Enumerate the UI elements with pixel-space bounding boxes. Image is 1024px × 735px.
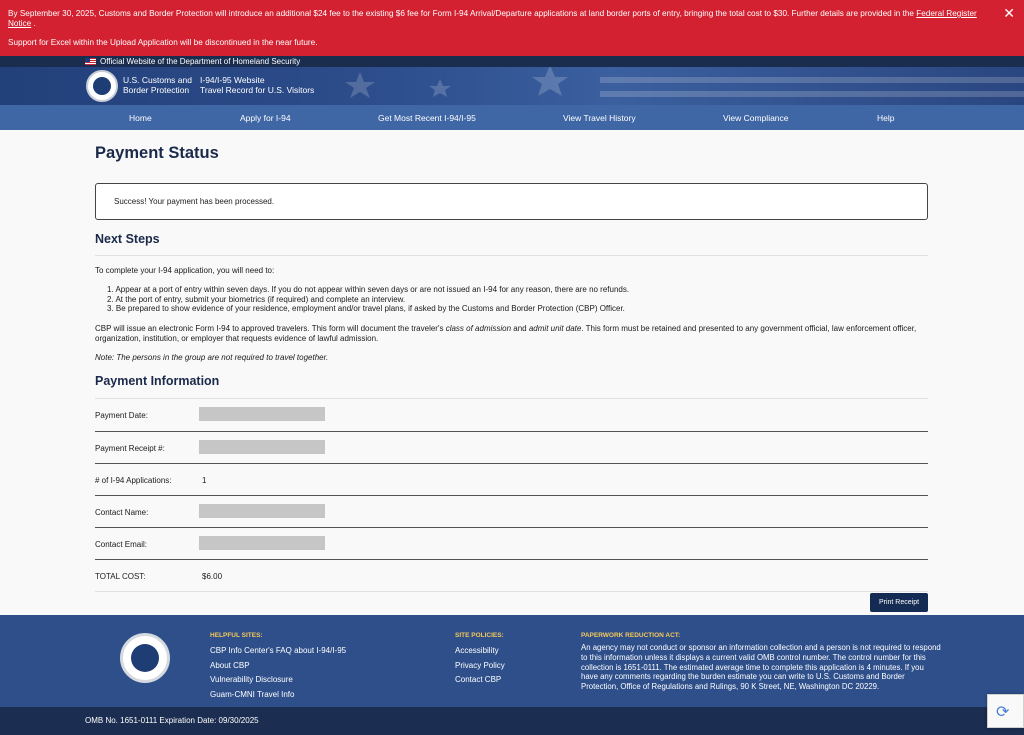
next-steps-heading: Next Steps <box>95 232 160 246</box>
close-icon[interactable]: ✕ <box>1003 5 1015 21</box>
omb-text: OMB No. 1651-0111 Expiration Date: 09/30/2025 <box>85 716 259 725</box>
footer-link-privacy[interactable]: Privacy Policy <box>455 661 505 670</box>
total-cost-value: $6.00 <box>202 572 223 581</box>
footer-link-faq[interactable]: CBP Info Center's FAQ about I-94/I-95 <box>210 646 347 655</box>
cbp-seal-icon <box>120 633 170 683</box>
gov-banner <box>0 56 1024 67</box>
footer-link-about[interactable]: About CBP <box>210 661 250 670</box>
divider <box>95 591 928 592</box>
applications-label: # of I-94 Applications: <box>95 476 172 485</box>
list-item: 3. Be prepared to show evidence of your residence, employment and/or travel plans, if asked by the Customs and Border Protection (CBP) Officer. <box>107 304 625 313</box>
contact-name-row <box>95 496 928 528</box>
alert-banner <box>0 0 1024 56</box>
paperwork-text: An agency may not conduct or sponsor an information collection and a person is not required to respond to this information unless it displays a current valid OMB control number. The control number for this collection is 1651-0111. The estimated average time to complete this application is 4 minutes. If you have any comments regarding the burden estimate you can write to U.S. Customs and Border Protection, Office of Regulations and Rulings, 90 K Street, NE, Washington DC 20229. <box>581 643 941 692</box>
contact-name-label: Contact Name: <box>95 508 149 517</box>
footer-link-vulnerability[interactable]: Vulnerability Disclosure <box>210 675 293 684</box>
list-item: 2. At the port of entry, submit your biometrics (if required) and complete an interview. <box>107 294 406 304</box>
success-alert <box>95 183 928 220</box>
divider <box>95 255 928 256</box>
alert-message: By September 30, 2025, Customs and Border Protection will introduce an additional $24 fee to the existing $6 fee for Form I-94 Arrival/Departure applications at land border ports of entry, bringing the total cost to $30. Further details are provided in the Federal Register Notice . <box>8 9 977 28</box>
helpful-sites-heading: HELPFUL SITES: <box>210 632 263 639</box>
payment-date-redacted <box>199 407 325 421</box>
nav-help[interactable]: Help <box>877 113 895 123</box>
recaptcha-icon: ⟳ <box>996 704 1010 721</box>
payment-info-heading: Payment Information <box>95 374 220 388</box>
payment-date-label: Payment Date: <box>95 411 148 420</box>
list-item: 1. Appear at a port of entry within seven days. If you do not appear within seven days or are not issued an I-94 for any reason, there are no refunds. <box>107 285 630 294</box>
total-cost-row <box>95 560 928 592</box>
recaptcha-badge[interactable] <box>987 694 1024 728</box>
site-name[interactable]: I-94/I-95 Website Travel Record for U.S. Visitors <box>200 75 315 95</box>
cbp-seal-icon[interactable] <box>86 70 118 102</box>
applications-row <box>95 464 928 496</box>
payment-date-row <box>95 399 928 431</box>
page-title: Payment Status <box>95 144 219 162</box>
steps-list <box>107 285 928 314</box>
us-flag-icon <box>85 58 96 65</box>
paperwork-heading: PAPERWORK REDUCTION ACT: <box>581 632 681 639</box>
footer-link-contact[interactable]: Contact CBP <box>455 675 502 684</box>
footer-link-guam[interactable]: Guam-CMNI Travel Info <box>210 690 295 699</box>
nav-get-recent[interactable]: Get Most Recent I-94/I-95 <box>378 113 476 123</box>
nav-apply-i94[interactable]: Apply for I-94 <box>240 113 291 123</box>
gov-banner-text: Official Website of the Department of Homeland Security <box>100 57 301 66</box>
steps-intro: To complete your I-94 application, you will need to: <box>95 266 275 275</box>
alert-excel-notice: Support for Excel within the Upload Application will be discontinued in the near future. <box>8 38 318 47</box>
contact-email-label: Contact Email: <box>95 540 148 549</box>
stars-decoration-icon <box>300 67 1024 105</box>
contact-email-row <box>95 528 928 560</box>
contact-email-redacted <box>199 536 325 550</box>
omb-bar <box>0 707 1024 735</box>
nav-home[interactable]: Home <box>129 113 152 123</box>
nav-travel-history[interactable]: View Travel History <box>563 113 636 123</box>
total-cost-label: TOTAL COST: <box>95 572 146 581</box>
payment-receipt-label: Payment Receipt #: <box>95 444 165 453</box>
site-header <box>0 67 1024 105</box>
payment-receipt-row <box>95 432 928 464</box>
group-note: Note: The persons in the group are not required to travel together. <box>95 353 329 362</box>
footer-link-accessibility[interactable]: Accessibility <box>455 646 499 655</box>
cbp-issuance-text: CBP will issue an electronic Form I-94 to approved travelers. This form will document the traveler's class of admission and admit unit date. This form must be retained and presented to any government official, law enforcement officer, organization, institution, or employer that requests evidence of lawful admission. <box>95 324 917 343</box>
site-footer <box>0 615 1024 707</box>
brand-name[interactable]: U.S. Customs and Border Protection <box>123 75 192 95</box>
main-content <box>0 130 1024 615</box>
federal-register-link[interactable]: Federal Register Notice <box>8 9 977 28</box>
site-policies-heading: SITE POLICIES: <box>455 632 504 639</box>
nav-view-compliance[interactable]: View Compliance <box>723 113 789 123</box>
contact-name-redacted <box>199 504 325 518</box>
success-message: Success! Your payment has been processed. <box>114 197 275 206</box>
applications-value: 1 <box>202 476 207 485</box>
main-nav <box>0 105 1024 130</box>
print-receipt-button[interactable]: Print Receipt <box>870 593 928 612</box>
payment-receipt-redacted <box>199 440 325 454</box>
